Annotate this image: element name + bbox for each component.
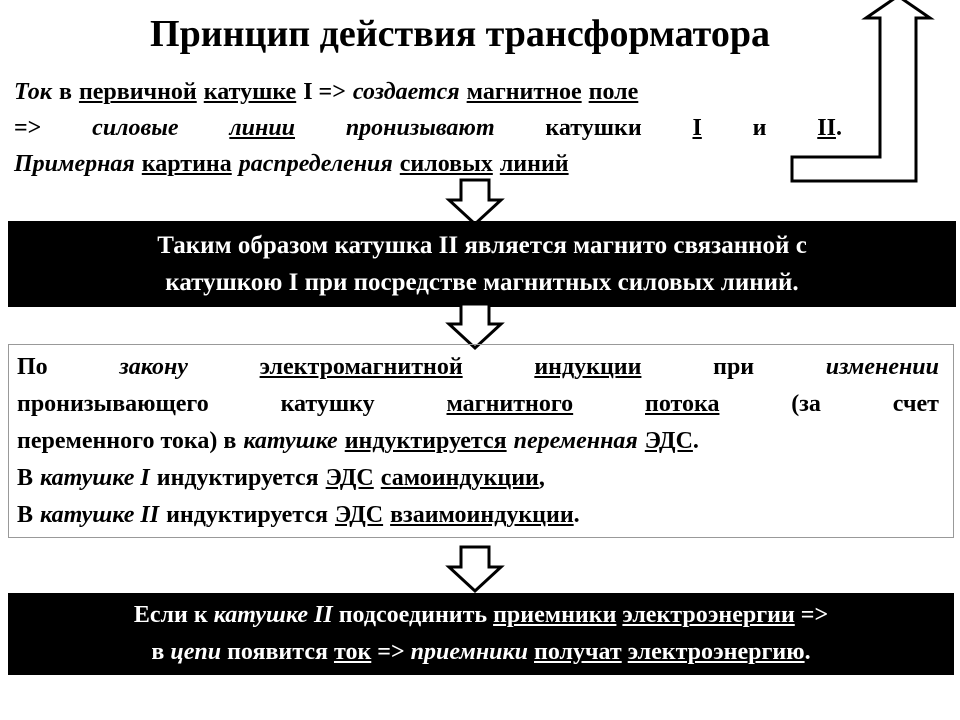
text-creates: создается [352,79,460,105]
text-v-cap: В [17,465,34,491]
text-period: . [835,115,842,141]
text-po: По [17,354,48,380]
text-induced-plain: индуктируется [156,465,319,491]
induction-box [8,344,954,538]
text-period: . [804,639,811,665]
text-circuit: цепи [170,639,222,665]
text-schet: счет [892,391,939,417]
text-appears: появится [227,639,328,665]
text-magnetic: магнитное [466,79,582,105]
text-period: . [573,502,580,528]
text-current: ток [333,639,372,665]
induction-line-2 [17,386,939,423]
text-law: закону [119,354,188,380]
intro-line-2 [14,110,842,146]
text-approx: Примерная [14,151,135,177]
arrow-down-icon [447,545,503,593]
text-lines: линии [229,115,296,141]
text-induced-plain: индуктируется [166,502,328,528]
text-alternating: переменная [513,428,638,454]
text-receivers-it: приемники [410,639,529,665]
text-v: в [58,79,72,105]
text-primary: первичной [78,79,197,105]
text-za: (за [791,391,821,417]
text-coil-i-it: катушке I [40,465,150,491]
text-self-induction: самоиндукции [380,465,539,491]
page-title: Принцип действия трансформатора [150,13,770,55]
text-period: . [692,428,699,454]
intro-line-1 [14,74,842,110]
text-penetrate: пронизывают [345,115,495,141]
text-alt-current: переменного тока) в [17,428,237,454]
text-connect: подсоединить [338,602,488,628]
text-change: изменении [825,354,939,380]
arrow-down-icon [447,178,503,226]
arrow-down-icon [447,302,503,350]
text-coils: катушки [545,115,642,141]
text-if: Если к [133,602,208,628]
induction-line-3 [17,423,939,460]
text-coil-i: I [692,115,702,141]
text-flux: потока [645,391,720,417]
text-lines2: линий [499,151,569,177]
text-distribution: распределения [238,151,393,177]
text-tok: Ток [14,79,52,105]
text-emf: ЭДС [325,465,374,491]
text-receivers: приемники [493,602,617,628]
text-electromagnetic: электромагнитной [259,354,463,380]
text-at: при [713,354,755,380]
text-coil-ii-it: катушке II [40,502,160,528]
coupling-box [8,221,956,307]
text-comma: , [538,465,545,491]
coupling-line-2: катушкою I при посредстве магнитных силовых линий. [165,269,799,296]
text-v: в [151,639,165,665]
text-coil: катушке [203,79,297,105]
text-emf: ЭДС [334,502,384,528]
text-and: и [752,115,767,141]
induction-line-1 [17,349,939,386]
text-coil-acc: катушку [280,391,375,417]
text-magnetic-gen: магнитного [446,391,574,417]
text-v-cap: В [17,502,34,528]
text-coil-ii-it: катушке II [213,602,333,628]
text-field: поле [588,79,639,105]
text-receive: получат [534,639,622,665]
text-force: силовые [92,115,179,141]
receivers-line-2 [8,634,954,671]
text-in-coil: катушке [243,428,338,454]
receivers-box [8,593,954,675]
text-picture: картина [141,151,232,177]
text-force-lines: силовых [399,151,493,177]
text-coil-ii: II [817,115,836,141]
intro-line-3 [14,146,842,182]
text-induction: индукции [534,354,642,380]
induction-line-5 [17,497,939,534]
text-penetrating: пронизывающего [17,391,209,417]
text-i-arrow: I => [303,79,346,105]
coupling-line-1: Таким образом катушка II является магнито связанной с [157,232,807,259]
induction-line-4 [17,460,939,497]
text-arrow: => [377,639,405,665]
text-induced: индуктируется [344,428,507,454]
receivers-line-1 [8,597,954,634]
text-arrow: => [14,115,42,141]
text-emf: ЭДС [644,428,693,454]
text-electroenergy: электроэнергии [622,602,795,628]
intro-paragraph [14,74,842,182]
text-electroenergy-acc: электроэнергию [627,639,805,665]
text-arrow: => [800,602,829,628]
text-mutual-induction: взаимоиндукции [390,502,574,528]
